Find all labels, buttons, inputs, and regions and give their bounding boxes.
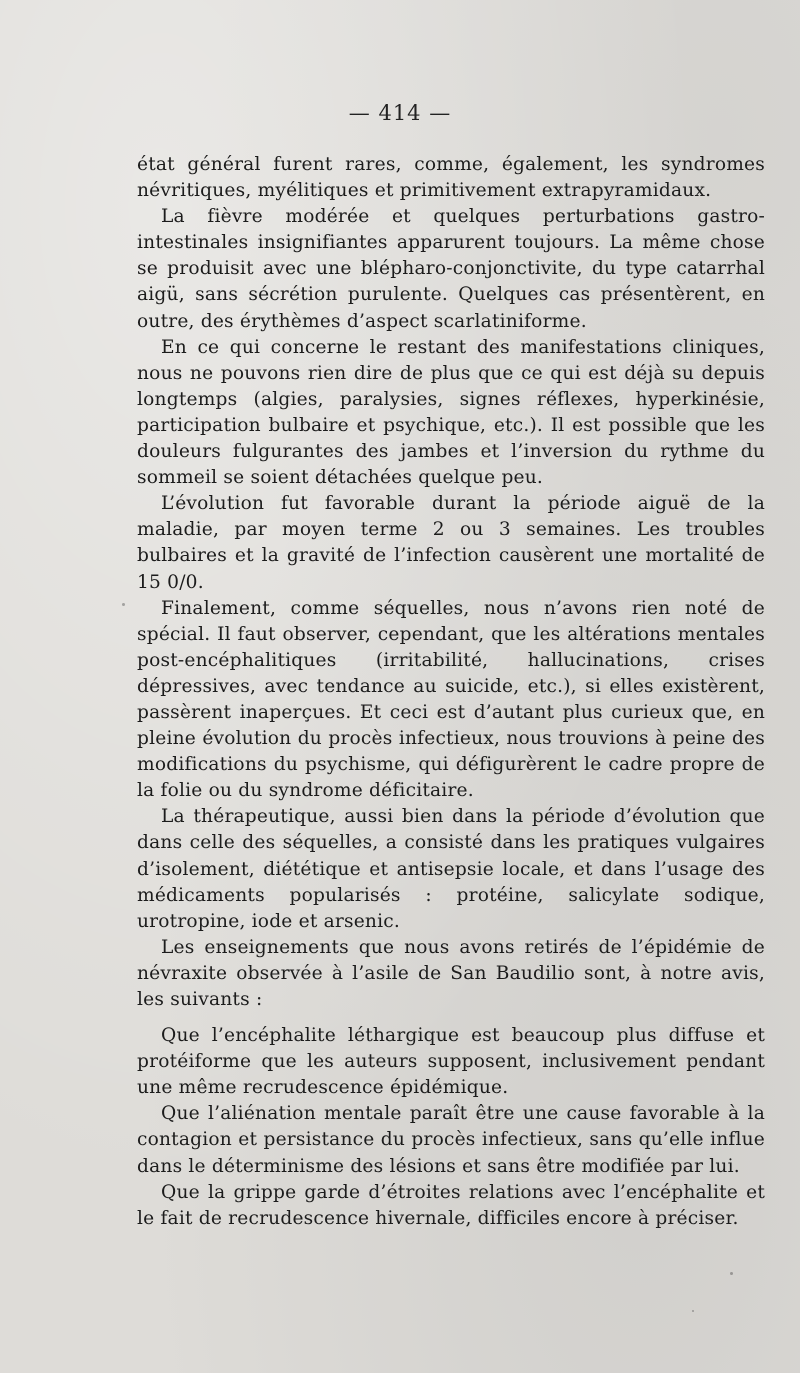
paragraph: En ce qui concerne le restant des manifestations cliniques, nous ne pouvons rien dire de plus que ce qui est déjà su depuis longtemps (algies, paralysies, signes réflexes, hyperkinésie, participation bulbaire et psychique, etc.). Il est possible que les douleurs fulgurantes des jambes et l’inversion du rythme du sommeil se soient détachées quelque peu. — [137, 336, 765, 489]
paragraph: Que l’aliénation mentale paraît être une cause favorable à la contagion et persistance du procès infectieux, sans qu’elle influe dans le déterminisme des lésions et sans être modifiée par lui. — [137, 1103, 765, 1177]
paragraph: La thérapeutique, aussi bien dans la période d’évolution que dans celle des séquelles, a consisté dans les pratiques vulgaires d’isolement, diététique et antisepsie locale, et dans l’usage des médicaments popularisés : protéine, salicylate sodique, urotropine, iode et arsenic. — [137, 806, 765, 932]
paragraph: L’évolution fut favorable durant la période aiguë de la maladie, par moyen terme 2 ou 3 semaines. Les troubles bulbaires et la gravité de l’infection causèrent une mortalité de 15 0/0. — [137, 493, 765, 593]
paragraph: état général furent rares, comme, également, les syndromes névritiques, myélitiques et primitivement extrapyramidaux. — [137, 154, 765, 202]
paragraph: La fièvre modérée et quelques perturbations gastro-intestinales insignifiantes apparurent toujours. La même chose se produisit avec une blépharo-conjonctivite, du type catarrhal aigü, sans sécrétion purulente. Quelques cas présentèrent, en outre, des érythèmes d’aspect scarlatiniforme. — [137, 206, 765, 332]
body-text — [137, 152, 765, 1232]
paragraph: Finalement, comme séquelles, nous n’avons rien noté de spécial. Il faut observer, cependant, que les altérations mentales post-encéphalitiques (irritabilité, hallucinations, crises dépressives, avec tendance au suicide, etc.), si elles existèrent, passèrent inaperçues. Et ceci est d’autant plus curieux que, en pleine évolution du procès infectieux, nous trouvions à peine des modifications du psychisme, qui défigurèrent le cadre propre de la folie ou du syndrome déficitaire. — [137, 597, 765, 802]
paper-speck — [692, 1310, 694, 1312]
paragraph: Les enseignements que nous avons retirés de l’épidémie de névraxite observée à l’asile de San Baudilio sont, à notre avis, les suivants : — [137, 936, 765, 1010]
paper-speck — [730, 1272, 733, 1275]
page-number: — 414 — — [348, 101, 452, 125]
paper-speck — [122, 603, 125, 606]
paragraph: Que la grippe garde d’étroites relations avec l’encéphalite et le fait de recrudescence hivernale, difficiles encore à préciser. — [137, 1181, 765, 1229]
paragraph: Que l’encéphalite léthargique est beaucoup plus diffuse et protéiforme que les auteurs supposent, inclusivement pendant une même recrudescence épidémique. — [137, 1025, 765, 1099]
